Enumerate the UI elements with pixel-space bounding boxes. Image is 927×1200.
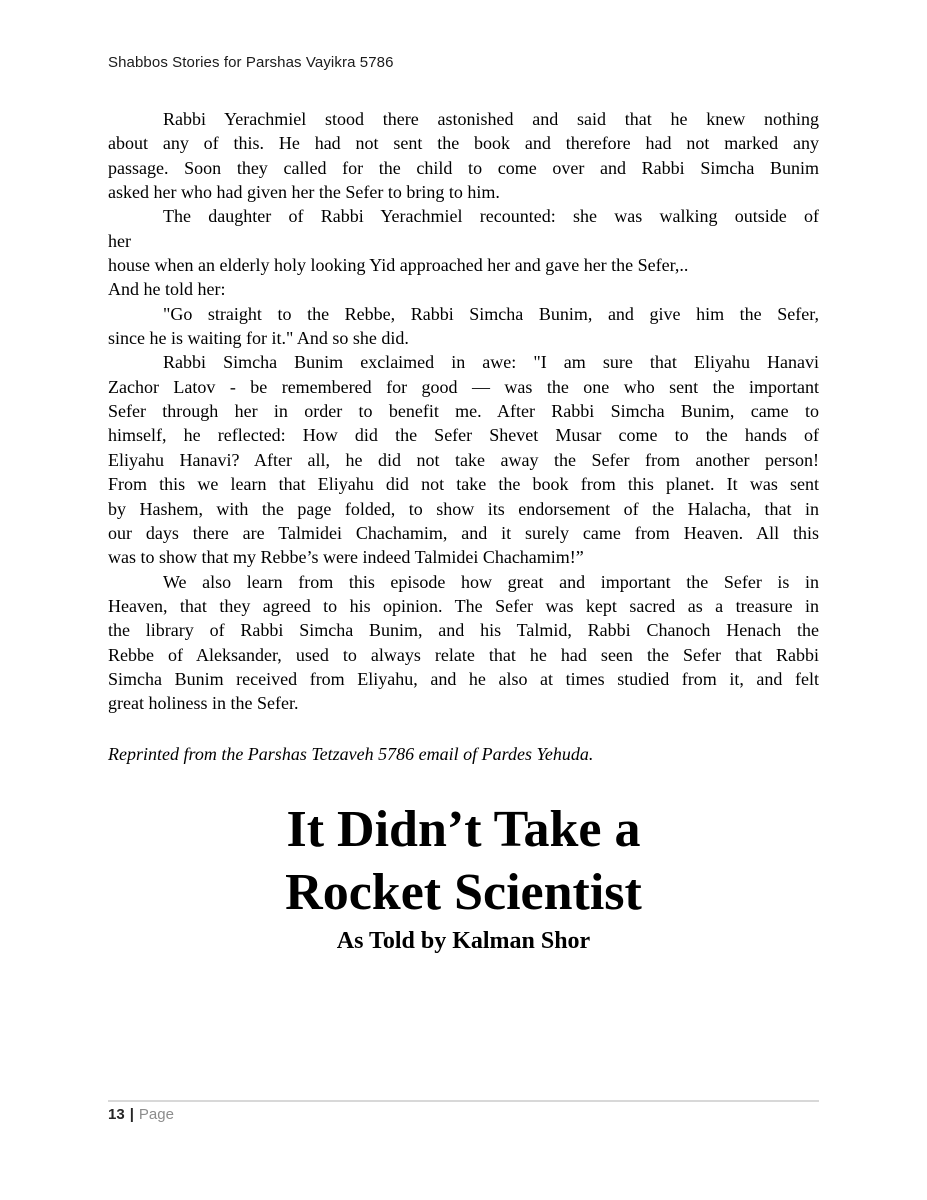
story-title-line-2: Rocket Scientist bbox=[285, 863, 642, 921]
text-line: passage. Soon they called for the child to come over and Rabbi Simcha Bunim bbox=[108, 157, 819, 178]
paragraph bbox=[108, 302, 819, 351]
text-line: Sefer through her in order to benefit me. After Rabbi Simcha Bunim, came to bbox=[108, 401, 819, 422]
story-title-line-1: It Didn’t Take a bbox=[286, 800, 641, 858]
text-line: about any of this. He had not sent the book and therefore had not marked any bbox=[108, 133, 819, 154]
page-header bbox=[108, 54, 394, 71]
text-line: our days there are Talmidei Chachamim, and it surely came from Heaven. All this bbox=[108, 522, 819, 543]
paragraph bbox=[108, 204, 819, 301]
text-line: The daughter of Rabbi Yerachmiel recounted: she was walking outside of bbox=[163, 206, 819, 227]
footer-text bbox=[108, 1106, 819, 1123]
text-line: Rabbi Simcha Bunim exclaimed in awe: "I am sure that Eliyahu Hanavi bbox=[163, 352, 819, 373]
text-line: From this we learn that Eliyahu did not take the book from this planet. It was sent bbox=[108, 474, 819, 495]
text-line: since he is waiting for it." And so she did. bbox=[108, 328, 409, 349]
attribution-line: Reprinted from the Parshas Tetzaveh 5786 email of Pardes Yehuda. bbox=[108, 743, 594, 764]
story-title bbox=[108, 798, 819, 957]
text-line: "Go straight to the Rebbe, Rabbi Simcha Bunim, and give him the Sefer, bbox=[163, 303, 819, 324]
text-line: himself, he reflected: How did the Sefer Shevet Musar come to the hands of bbox=[108, 425, 819, 446]
text-line: great holiness in the Sefer. bbox=[108, 693, 299, 714]
story-byline: As Told by Kalman Shor bbox=[336, 927, 591, 954]
text-line: Rabbi Yerachmiel stood there astonished and said that he knew nothing bbox=[163, 109, 819, 129]
text-line: Simcha Bunim received from Eliyahu, and he also at times studied from it, and felt bbox=[108, 668, 819, 689]
text-line: by Hashem, with the page folded, to show its endorsement of the Halacha, that in bbox=[108, 498, 819, 519]
paragraph bbox=[108, 107, 819, 204]
paragraph bbox=[108, 350, 819, 569]
text-line: her bbox=[108, 230, 131, 251]
page-number: 13 bbox=[108, 1106, 125, 1123]
text-line: Zachor Latov - be remembered for good — was the one who sent the important bbox=[108, 376, 819, 397]
text-line: the library of Rabbi Simcha Bunim, and his Talmid, Rabbi Chanoch Henach the bbox=[108, 620, 819, 641]
text-line: We also learn from this episode how great and important the Sefer is in bbox=[163, 571, 819, 592]
page-footer bbox=[108, 1100, 819, 1123]
paragraphs bbox=[108, 107, 819, 716]
document-body bbox=[108, 107, 819, 957]
text-line: Heaven, that they agreed to his opinion. The Sefer was kept sacred as a treasure in bbox=[108, 595, 819, 616]
header-title: Shabbos Stories for Parshas Vayikra 5786 bbox=[108, 54, 394, 71]
text-line: was to show that my Rebbe’s were indeed Talmidei Chachamim!” bbox=[108, 547, 584, 568]
footer-separator: | bbox=[129, 1106, 134, 1123]
text-line: house when an elderly holy looking Yid approached her and gave her the Sefer,.. bbox=[108, 255, 689, 276]
text-line: Eliyahu Hanavi? After all, he did not take away the Sefer from another person! bbox=[108, 449, 819, 470]
footer-divider bbox=[108, 1100, 819, 1102]
text-line: And he told her: bbox=[108, 279, 226, 300]
paragraph bbox=[108, 570, 819, 716]
footer-page-label: Page bbox=[138, 1106, 174, 1123]
text-line: Rebbe of Aleksander, used to always relate that he had seen the Sefer that Rabbi bbox=[108, 644, 819, 665]
text-line: asked her who had given her the Sefer to bring to him. bbox=[108, 182, 500, 203]
